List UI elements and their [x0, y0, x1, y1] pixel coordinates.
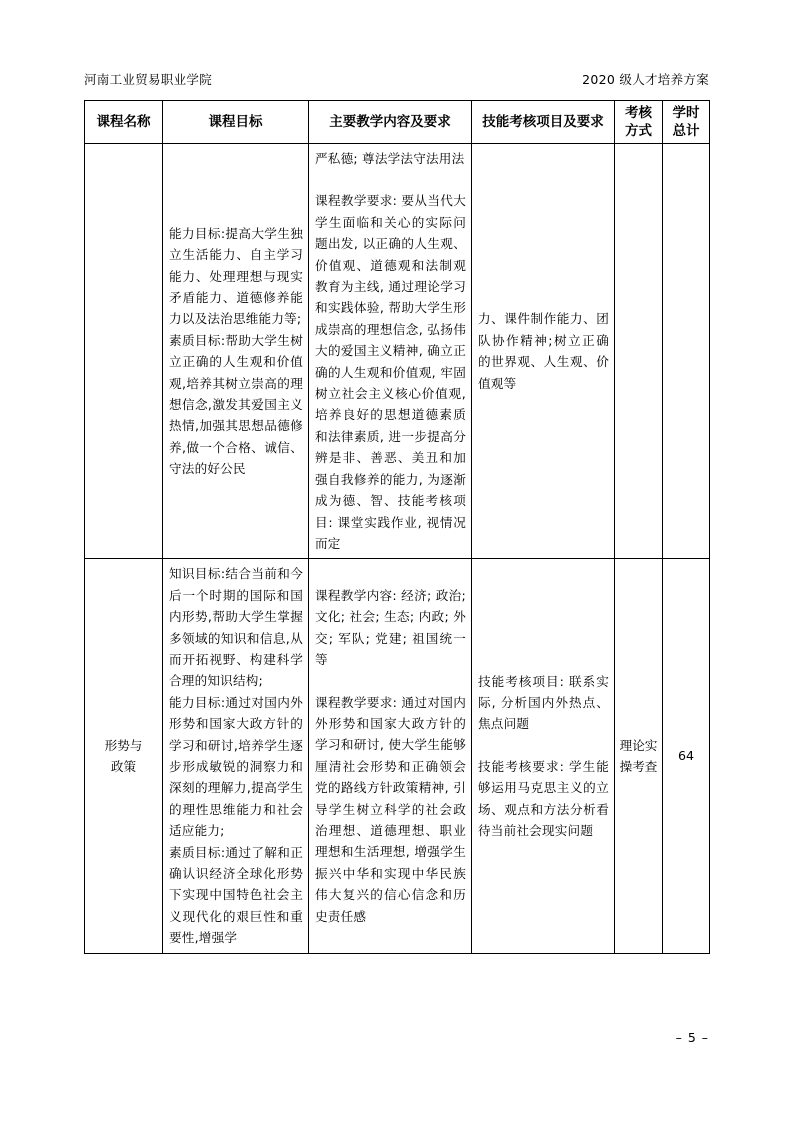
cell-course-name — [85, 559, 163, 953]
goal-paragraph: 知识目标:结合当前和今后一个时期的国际和国内形势,帮助大学生掌握多领域的知识和信息,从而开拓视野、构建科学合理的知识结构; — [169, 566, 303, 689]
page-number: – 5 – — [675, 1030, 709, 1045]
content-paragraph: 课程教学内容: 经济; 政治; 文化; 社会; 生态; 内政; 外交; 军队; 党建; 祖国统一等 — [315, 587, 466, 668]
table-row — [85, 559, 710, 953]
skill-paragraph: 技能考核要求: 学生能够运用马克思主义的立场、观点和方法分析看待当前社会现实问题 — [478, 758, 609, 838]
skill-paragraph: 力、课件制作能力、团队协作精神;树立正确的世界观、人生观、价值观等 — [478, 311, 609, 391]
column-header-total-hours — [663, 101, 710, 144]
goal-paragraph: 能力目标:提高大学生独立生活能力、自主学习能力、处理理想与现实矛盾能力、道德修养能力以及法治思维能力等; — [169, 225, 303, 327]
course-name-text: 形势与政策 — [104, 737, 143, 774]
cell-skill-assessment — [472, 559, 615, 953]
paragraph-spacer — [315, 671, 466, 692]
content-paragraph: 严私德; 尊法学法守法用法 — [315, 151, 465, 166]
cell-teaching-content — [309, 559, 472, 953]
table-header-row — [85, 101, 710, 144]
skill-paragraph: 技能考核项目: 联系实际, 分析国内外热点、焦点问题 — [478, 673, 609, 732]
cell-course-goal — [163, 144, 309, 559]
cell-course-goal — [163, 559, 309, 953]
column-header-course-name: 课程名称 — [85, 101, 163, 144]
cell-total-hours — [663, 144, 710, 559]
cell-assessment-method — [615, 559, 663, 953]
paragraph-spacer — [478, 735, 609, 756]
total-hours-line1: 学时 — [672, 105, 700, 121]
header-document-title: 2020 级人才培养方案 — [582, 72, 709, 87]
paragraph-spacer — [315, 169, 466, 190]
cell-teaching-content — [309, 144, 472, 559]
header-institution: 河南工业贸易职业学院 — [84, 72, 213, 87]
column-header-assessment-method — [615, 101, 663, 144]
curriculum-table — [84, 100, 710, 954]
page-footer — [84, 1030, 709, 1045]
goal-paragraph: 素质目标:通过了解和正确认识经济全球化形势下实现中国特色社会主义现代化的艰巨性和重要性,增强学 — [169, 844, 303, 946]
assessment-method-text: 理论实操考查 — [619, 737, 658, 774]
cell-course-name — [85, 144, 163, 559]
content-paragraph: 课程教学要求: 要从当代大学生面临和关心的实际问题出发, 以正确的人生观、价值观、道德观和法制观教育为主线, 通过理论学习和实践体验, 帮助大学生形成崇高的理想信念, 弘扬伟大的爱国主义精神, 确立正确的人生观和价值观, 牢固树立社会主义核心价值观, 培养良好的思想道德素质和法律素质, 进一步提高分辨是非、善恶、美丑和加强自我修养的能力, 为逐渐成为德、智、技能考核项目: 课堂实践作业, 视情况而定 — [315, 193, 466, 551]
column-header-course-goal: 课程目标 — [163, 101, 309, 144]
cell-total-hours: 64 — [663, 559, 710, 953]
page-header — [84, 72, 709, 88]
goal-paragraph: 素质目标:帮助大学生树立正确的人生观和价值观,培养其树立崇高的理想信念,激发其爱国主义热情,加强其思想品德修养,做一个合格、诚信、守法的好公民 — [169, 332, 303, 477]
column-header-teaching-content: 主要教学内容及要求 — [309, 101, 472, 144]
table-row — [85, 144, 710, 559]
total-hours-line2: 总计 — [672, 123, 700, 139]
content-paragraph: 课程教学要求: 通过对国内外形势和国家大政方针的学习和研讨, 使大学生能够厘清社会形势和正确领会党的路线方针政策精神, 引导学生树立科学的社会政治理想、道德理想、职业理想和生活理想, 增强学生振兴中华和实现中华民族伟大复兴的信心信念和历史责任感 — [315, 694, 466, 924]
column-header-skill-assessment: 技能考核项目及要求 — [472, 101, 615, 144]
goal-paragraph: 能力目标:通过对国内外形势和国家大政方针的学习和研讨,培养学生逐步形成敏锐的洞察力和深刻的理解力,提高学生的理性思维能力和社会适应能力; — [169, 694, 303, 839]
assessment-method-line2: 方式 — [625, 123, 652, 139]
cell-assessment-method — [615, 144, 663, 559]
assessment-method-line1: 考核 — [625, 105, 652, 121]
cell-skill-assessment — [472, 144, 615, 559]
